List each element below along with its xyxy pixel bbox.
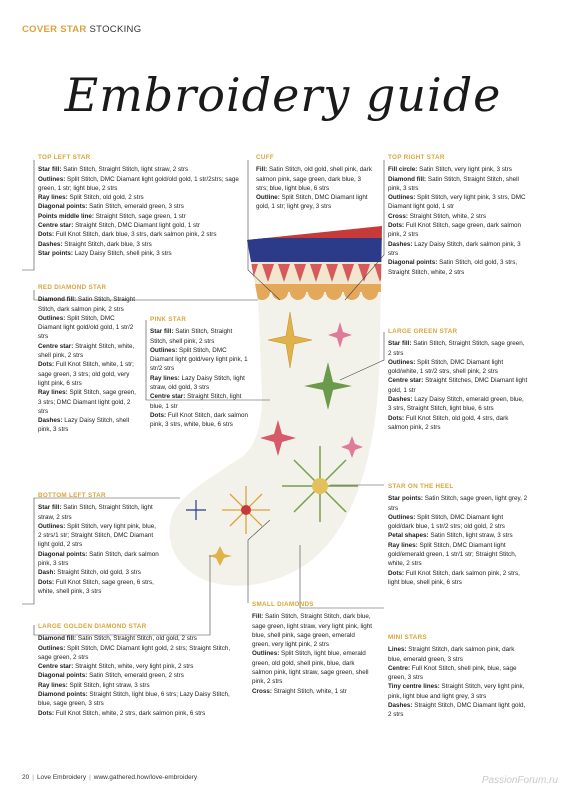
heading: LARGE GOLDEN DIAMOND STAR [38, 623, 147, 630]
value: Satin Stitch, Straight Stitch, light straw, 2 strs [61, 166, 189, 174]
label: Dash: [38, 569, 56, 577]
value: Lazy Daisy Stitch, dark salmon pink, 3 strs [388, 240, 521, 257]
value: Satin Stitch, Straight Stitch, light straw, 2 strs [38, 504, 153, 521]
guide-large-green-star [388, 327, 528, 432]
value: Split Stitch, DMC Diamant light gold/old gold, 1 str/2strs; sage green, 1 str; light blue, 2 strs [38, 175, 239, 192]
label: Dashes: [38, 240, 63, 248]
label: Dots: [38, 361, 55, 369]
value: Satin Stitch, old gold, shell pink, dark salmon pink, sage green, dark blue, 3 strs; blue, light blue, 6 strs [256, 166, 372, 192]
label: Star fill: [150, 328, 174, 336]
value: Satin Stitch, old gold, 3 strs, Straight Stitch, white, 2 strs [388, 259, 518, 276]
label: Outlines: [38, 644, 66, 652]
label: Ray lines: [38, 194, 68, 202]
value: Full Knot Stitch, dark blue, 3 strs, dark salmon pink, 2 strs [54, 231, 217, 239]
guide-bottom-left-star [38, 491, 160, 596]
value: Straight Stitch, dark blue, 3 strs [62, 240, 152, 248]
label: Dots: [388, 222, 405, 230]
heading: LARGE GREEN STAR [388, 328, 458, 335]
section-label: COVER STAR [22, 24, 87, 35]
value: Straight Stitch, DMC Diamant light gold, 2 strs [388, 702, 526, 719]
label: Dashes: [388, 240, 413, 248]
label: Fill circle: [388, 166, 418, 174]
guide-red-diamond-star [38, 283, 138, 435]
value: Lazy Daisy Stitch, light straw, old gold, 3 strs [150, 374, 245, 392]
label: Centre star: [388, 377, 424, 385]
label: Star points: [38, 249, 73, 257]
label: Outlines: [388, 194, 416, 202]
label: Lines: [388, 646, 407, 654]
label: Centre star: [38, 222, 74, 230]
label: Outlines: [38, 175, 66, 183]
heading: PINK STAR [150, 316, 187, 323]
label: Dots: [38, 231, 55, 239]
watermark: PassionForum.ru [481, 775, 558, 786]
label: Dashes: [388, 396, 413, 404]
heading: SMALL DIAMONDS [252, 601, 314, 608]
magazine-name: Love Embroidery [36, 774, 87, 781]
value: Split Stitch, DMC Diamant light gold/emerald green, 1 str/1 str; Straight Stitch, white, 2 strs [388, 541, 517, 568]
value: Satin Stitch, Straight Stitch, dark salmon pink, 2 strs [38, 296, 135, 313]
label: Star fill: [38, 166, 62, 174]
label: Outlines: [388, 358, 416, 366]
label: Outlines: [252, 650, 280, 658]
value: Satin Stitch, light straw, 3 strs [428, 532, 513, 540]
label: Dots: [38, 709, 55, 717]
label: Centre star: [38, 342, 74, 350]
heading: MINI STARS [388, 634, 427, 641]
guide-pink-star [150, 315, 250, 430]
value: Straight Stitch, sage green, 1 str [93, 212, 186, 220]
label: Diamond fill: [38, 296, 77, 304]
label: Diamond points: [38, 691, 88, 699]
value: Full Knot Stitch, white, 2 strs, dark salmon pink, 6 strs [54, 709, 206, 717]
label: Points middle line: [38, 212, 94, 220]
value: Satin Stitch, Straight Stitch, old gold, 2 strs [76, 635, 197, 643]
value: Split Stitch, light blue, emerald green, old gold, shell pink, blue, dark salmon pink, light straw, sage green, shell pink, 2 strs [252, 650, 369, 686]
page-footer: 20 | Love Embroidery | www.gathered.how/love-embroidery [22, 774, 198, 781]
label: Diamond fill: [388, 175, 427, 183]
value: Satin Stitch, emerald green, 3 strs [87, 203, 184, 211]
heading: CUFF [256, 154, 274, 161]
value: Split Stitch, DMC Diamant light gold, 1 str; light grey, 3 strs [256, 194, 368, 211]
label: Outlines: [388, 513, 416, 521]
guide-star-on-heel [388, 482, 528, 587]
value: Full Knot Stitch, dark salmon pink, 2 strs, light blue, shell pink, 6 strs [388, 569, 520, 586]
value: Split Stitch, old gold, 2 strs [67, 194, 144, 202]
footer-url[interactable]: www.gathered.how/love-embroidery [93, 774, 198, 781]
value: Lazy Daisy Stitch, emerald green, blue, 3 strs, Straight Stitch, light blue, 6 strs [388, 396, 524, 413]
value: Straight Stitches, DMC Diamant light gold, 1 str [388, 377, 528, 394]
value: Satin Stitch, Straight Stitch, dark blue, sage green, light straw, very light pink, light blue, shell pink, sage green, emerald green, very light pink, 2 strs [252, 613, 373, 649]
value: Split Stitch, very light pink, 3 strs, DMC Diamant light gold, 1 str [388, 194, 526, 211]
label: Centre star: [38, 663, 74, 671]
label: Ray lines: [38, 389, 68, 397]
value: Lazy Daisy Stitch, shell pink, 3 strs [72, 249, 172, 257]
label: Cross: [388, 212, 408, 220]
value: Satin Stitch, Straight Stitch, shell pink, 3 strs [388, 175, 519, 192]
label: Centre: [388, 664, 411, 672]
label: Star fill: [388, 340, 412, 348]
label: Outlines: [38, 314, 66, 322]
label: Outline: [256, 194, 280, 202]
value: Straight Stitch, white, shell pink, 2 strs [38, 342, 135, 360]
value: Split Stitch, DMC Diamant light gold/old gold, 1 str/2 strs [38, 314, 134, 341]
page-title: Embroidery guide [64, 68, 502, 122]
value: Split Stitch, DMC Diamant light gold, 2 strs; Straight Stitch, sage green, 2 strs [38, 644, 231, 661]
value: Satin Stitch, dark salmon pink, 3 strs [38, 550, 159, 568]
value: Straight Stitch, white, very light pink, 2 strs [73, 663, 194, 671]
value: Straight Stitch, light blue, 6 strs; Lazy Daisy Stitch, blue, sage green, 3 strs [38, 691, 230, 708]
label: Dashes: [388, 702, 413, 710]
value: Split Stitch, DMC Diamant light gold/very light pink, 1 str/2 strs [150, 346, 248, 373]
value: Split Stitch, light straw, 3 strs [67, 681, 150, 689]
value: Straight Stitch, DMC Diamant light gold, 1 str [73, 222, 201, 230]
label: Outlines: [150, 346, 178, 354]
value: Straight Stitch, light blue, 1 str [150, 393, 242, 410]
heading: TOP RIGHT STAR [388, 154, 445, 161]
value: Full Knot Stitch, white, 1 str; sage green, 3 strs; old gold, very light pink, 6 strs [38, 361, 134, 387]
topic-label: STOCKING [89, 24, 142, 35]
label: Diagonal points: [38, 550, 88, 558]
value: Straight Stitch, old gold, 3 strs [55, 569, 141, 577]
label: Ray lines: [388, 541, 418, 549]
label: Diagonal points: [38, 672, 88, 680]
value: Split Stitch, DMC Diamant light gold/dark blue, 1 str/2 strs; old gold, 2 strs [388, 513, 505, 531]
label: Fill: [252, 613, 264, 621]
guide-top-left-star [38, 153, 248, 258]
guide-small-diamonds [252, 600, 374, 696]
label: Diagonal points: [38, 203, 88, 211]
label: Tiny centre lines: [388, 683, 440, 691]
value: Satin Stitch, Straight Stitch, sage green, 2 strs [388, 340, 525, 357]
value: Straight Stitch, very light pink, pink, light blue and light grey, 3 strs [388, 683, 525, 700]
label: Cross: [252, 687, 272, 695]
label: Star fill: [38, 504, 62, 512]
label: Centre star: [150, 393, 186, 401]
label: Dots: [38, 578, 55, 586]
value: Straight Stitch, dark salmon pink, dark blue, emerald green, 3 strs [388, 646, 515, 663]
label: Ray lines: [150, 374, 180, 382]
heading: RED DIAMOND STAR [38, 284, 107, 291]
guide-mini-stars [388, 633, 528, 720]
label: Star points: [388, 495, 423, 503]
guide-large-golden-diamond-star [38, 622, 243, 718]
value: Full Knot Stitch, sage green, dark salmon pink, 2 strs [388, 222, 521, 239]
value: Satin Stitch, Straight Stitch, shell pink, 2 strs [150, 328, 233, 345]
value: Straight Stitch, white, 2 strs [407, 212, 486, 220]
value: Full Knot Stitch, shell pink, blue, sage green, 3 strs [388, 664, 517, 682]
value: Full Knot Stitch, dark salmon pink, 3 strs, white, blue, 6 strs [150, 411, 248, 429]
label: Outlines: [38, 522, 66, 530]
heading: TOP LEFT STAR [38, 154, 91, 161]
value: Split Stitch, very light pink, blue, 2 strs/1 str; Straight Stitch, DMC Diamant light gold, 2 strs [38, 522, 156, 549]
label: Ray lines: [38, 681, 68, 689]
value: Satin Stitch, emerald green, 2 strs [87, 672, 184, 680]
label: Petal shapes: [388, 532, 429, 540]
value: Lazy Daisy Stitch, shell pink, 3 strs [38, 417, 129, 434]
guide-top-right-star [388, 153, 528, 277]
label: Dashes: [38, 417, 63, 425]
heading: STAR ON THE HEEL [388, 483, 454, 490]
value: Satin Stitch, sage green, light grey, 2 strs [388, 495, 528, 512]
label: Dots: [150, 411, 167, 419]
value: Satin Stitch, very light pink, 3 strs [417, 166, 512, 174]
value: Split Stitch, sage green, 3 strs; DMC Diamant light gold, 2 strs [38, 389, 137, 415]
label: Diamond fill: [38, 635, 77, 643]
value: Full Knot Stitch, sage green, 6 strs, white, shell pink, 3 strs [38, 578, 154, 595]
label: Dots: [388, 569, 405, 577]
value: Full Knot Stitch, old gold, 4 strs, dark salmon pink, 2 strs [388, 414, 509, 431]
page-number: 20 [22, 774, 30, 781]
label: Diagonal points: [388, 259, 438, 267]
label: Fill: [256, 166, 268, 174]
value: Straight Stitch, white, 1 str [271, 687, 347, 695]
value: Split Stitch, DMC Diamant light gold/white, 1 str/2 strs, shell pink, 2 strs [388, 358, 504, 376]
label: Dots: [388, 414, 405, 422]
guide-cuff [256, 153, 374, 212]
heading: BOTTOM LEFT STAR [38, 492, 106, 499]
